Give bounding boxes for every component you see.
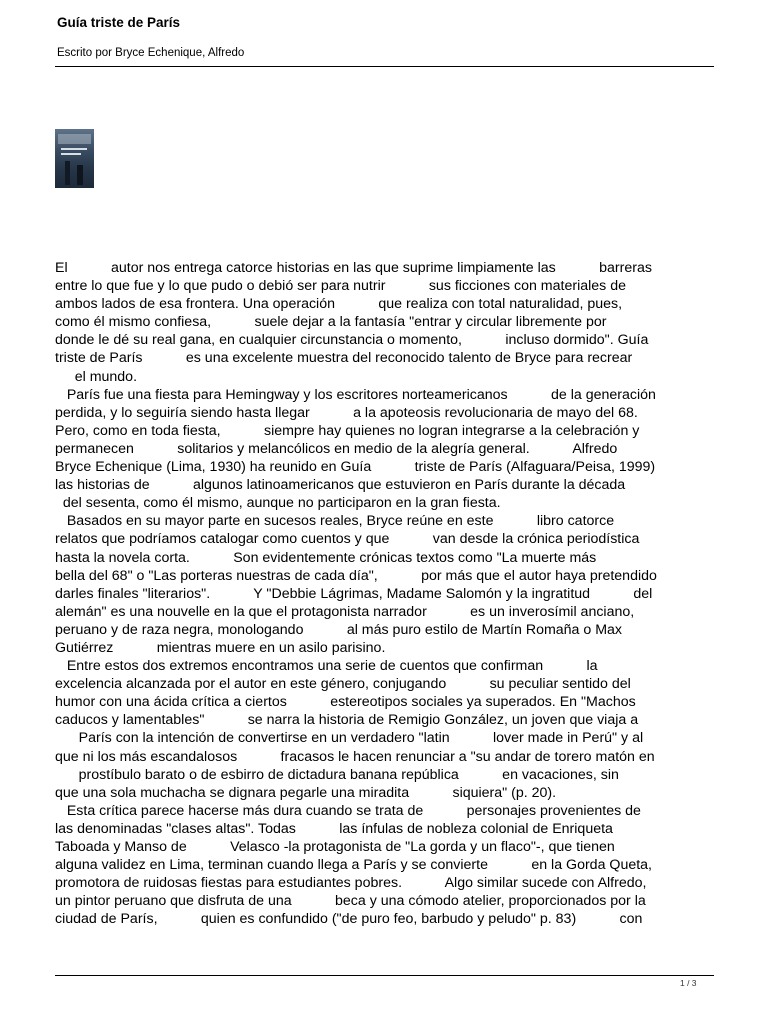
text-line: bella del 68" o "Las porteras nuestras de cada día", por más que el autor haya pretendido <box>55 567 657 584</box>
text-line: perdida, y lo seguiría siendo hasta llegar a la apoteosis revolucionaria de mayo del 68. <box>55 404 638 421</box>
text-line: prostíbulo barato o de esbirro de dictadura banana república en vacaciones, sin <box>55 766 619 783</box>
text-line: las denominadas "clases altas". Todas las ínfulas de nobleza colonial de Enriqueta <box>55 820 613 837</box>
text-line: Gutiérrez mientras muere en un asilo parisino. <box>55 639 386 656</box>
header-divider <box>55 66 714 67</box>
document-title: Guía triste de París <box>57 15 181 30</box>
text-line: un pintor peruano que disfruta de una beca y una cómodo atelier, proporcionados por la <box>55 893 646 910</box>
text-line: las historias de algunos latinoamericanos que estuvieron en París durante la década <box>55 477 626 494</box>
text-line: Taboada y Manso de Velasco -la protagonista de "La gorda y un flaco"-, que tienen <box>55 839 615 855</box>
text-line: el mundo. <box>55 368 138 385</box>
text-line: que una sola muchacha se dignara pegarle una miradita siquiera" (p. 20). <box>55 784 557 801</box>
text-line: que ni los más escandalosos fracasos le hacen renunciar a "su andar de torero matón en <box>55 748 655 765</box>
text-line: alemán" es una nouvelle en la que el protagonista narrador es un inverosímil anciano, <box>55 603 635 620</box>
footer-divider <box>55 975 714 976</box>
text-line: relatos que podríamos catalogar como cuentos y que van desde la crónica periodística <box>55 531 640 548</box>
text-line: como él mismo confiesa, suele dejar a la fantasía "entrar y circular libremente por <box>55 314 607 331</box>
text-line: alguna validez en Lima, terminan cuando llega a París y se convierte en la Gorda Queta, <box>55 857 652 874</box>
text-line: excelencia alcanzada por el autor en este género, conjugando su peculiar sentido del <box>55 676 631 693</box>
text-line: El autor nos entrega catorce historias en las que suprime limpiamente las barreras <box>55 260 652 276</box>
text-line: Entre estos dos extremos encontramos una serie de cuentos que confirman la <box>55 658 598 675</box>
article-body <box>55 259 715 928</box>
text-line: triste de París es una excelente muestra del reconocido talento de Bryce para recrear <box>55 350 633 367</box>
text-line: permanecen solitarios y melancólicos en medio de la alegría general. Alfredo <box>55 440 618 457</box>
text-line: del sesenta, como él mismo, aunque no participaron en la gran fiesta. <box>55 495 501 512</box>
text-line: promotora de ruidosas fiestas para estudiantes pobres. Algo similar sucede con Alfredo, <box>55 875 647 892</box>
text-line: darles finales "literarios". Y "Debbie Lágrimas, Madame Salomón y la ingratitud del <box>55 585 653 602</box>
text-line: ciudad de París, quien es confundido ("de puro feo, barbudo y peludo" p. 83) con <box>55 911 643 928</box>
text-line: Basados en su mayor parte en sucesos reales, Bryce reúne en este libro catorce <box>55 513 615 530</box>
text-line: peruano y de raza negra, monologando al más puro estilo de Martín Romaña o Max <box>55 621 623 638</box>
text-line: caducos y lamentables" se narra la historia de Remigio González, un joven que viaja a <box>55 712 639 729</box>
book-cover-image <box>55 129 94 188</box>
text-line: hasta la novela corta. Son evidentemente crónicas textos como "La muerte más <box>55 549 597 566</box>
text-line: Bryce Echenique (Lima, 1930) ha reunido en Guía triste de París (Alfaguara/Peisa, 1999) <box>55 459 656 476</box>
text-line: humor con una ácida crítica a ciertos estereotipos sociales ya superados. En "Machos <box>55 694 636 711</box>
text-line: donde le dé su real gana, en cualquier circunstancia o momento, incluso dormido". Guía <box>55 332 649 349</box>
text-line: ambos lados de esa frontera. Una operación que realiza con total naturalidad, pues, <box>55 296 623 313</box>
page-number: 1 / 3 <box>680 978 697 988</box>
text-line: Pero, como en toda fiesta, siempre hay quienes no logran integrarse a la celebración y <box>55 422 640 439</box>
text-line: Esta crítica parece hacerse más dura cuando se trata de personajes provenientes de <box>55 802 641 819</box>
text-line: París fue una fiesta para Hemingway y los escritores norteamericanos de la generación <box>55 386 656 403</box>
document-author: Escrito por Bryce Echenique, Alfredo <box>57 47 245 59</box>
text-line: entre lo que fue y lo que pudo o debió ser para nutrir sus ficciones con materiales de <box>55 278 626 295</box>
text-line: París con la intención de convertirse en un verdadero "latin lover made in Perú" y al <box>55 730 644 747</box>
